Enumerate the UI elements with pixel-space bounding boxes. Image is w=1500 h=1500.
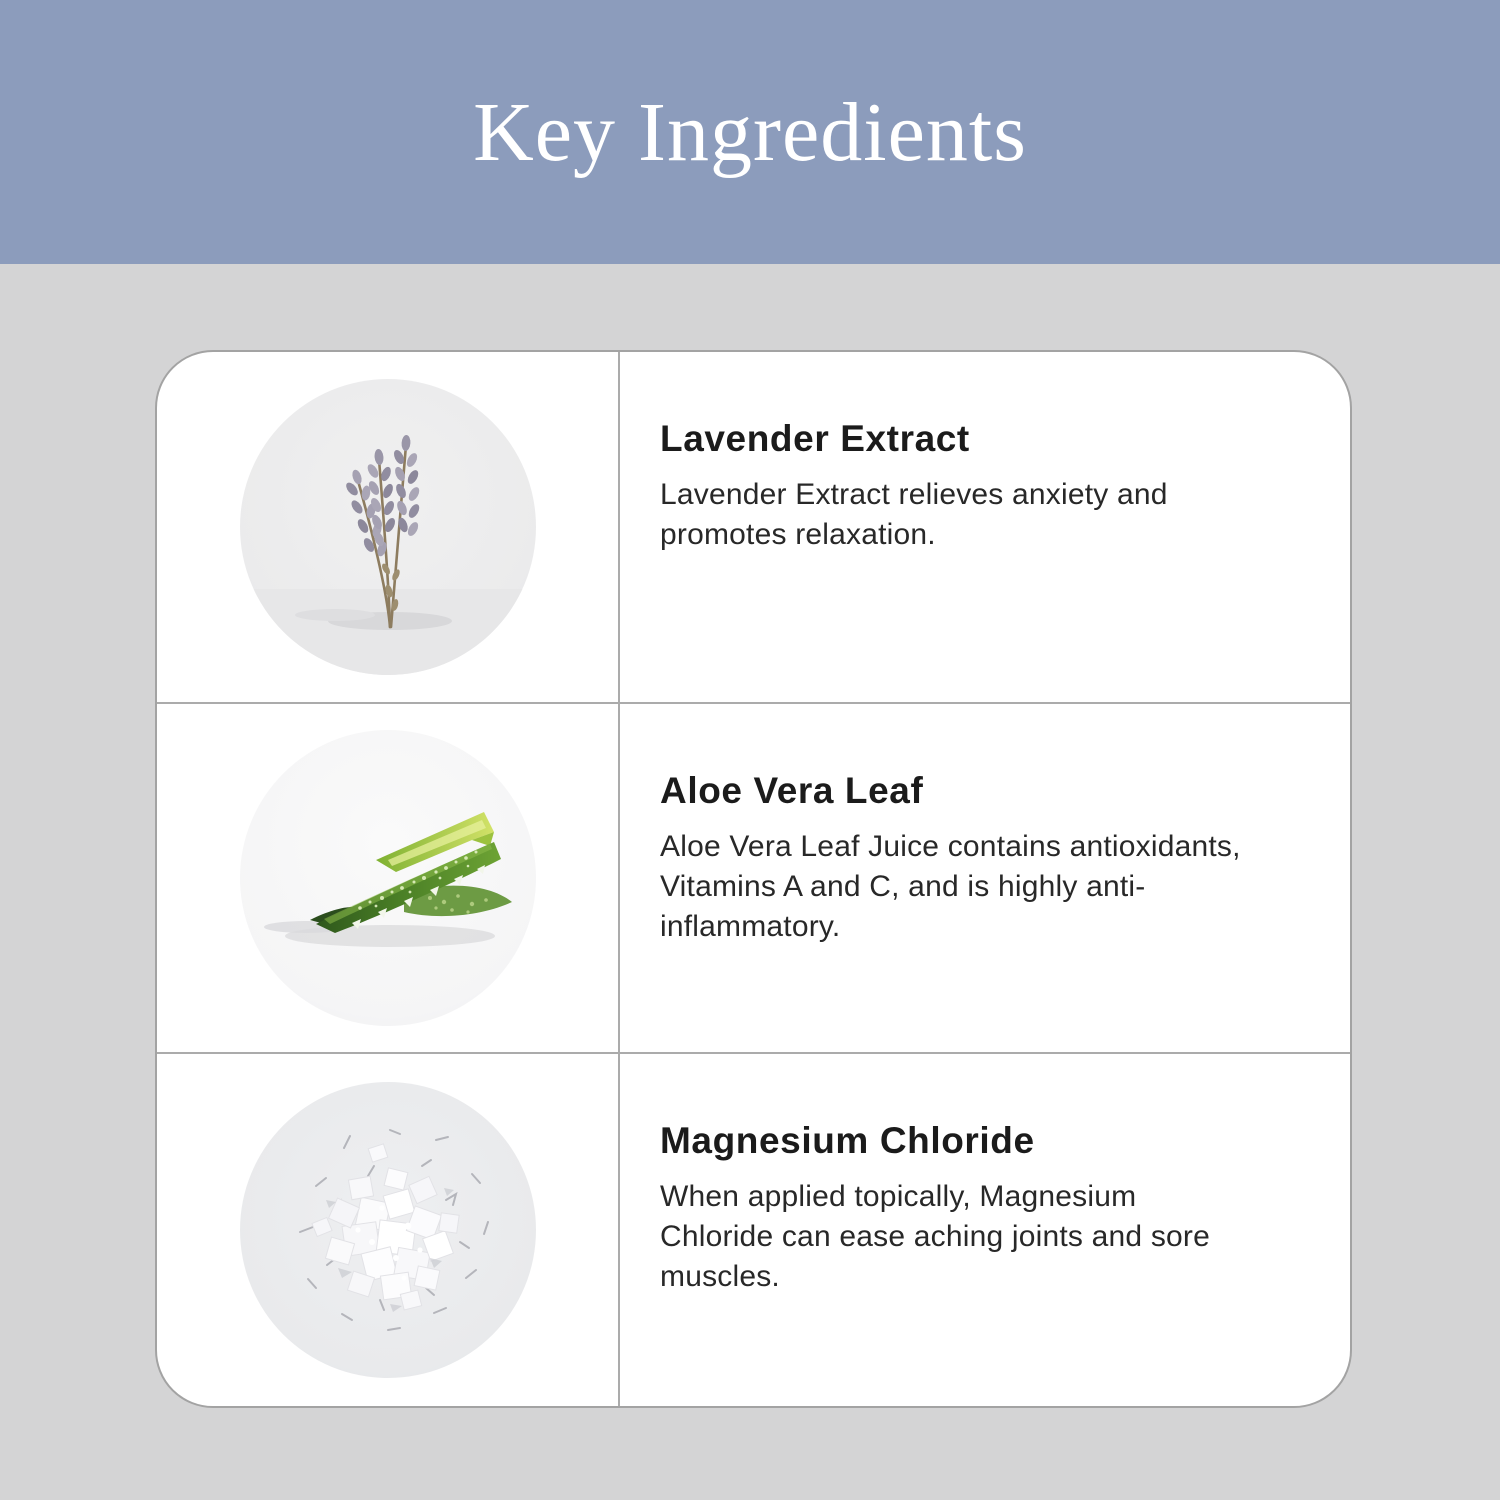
text-cell xyxy=(620,352,1352,702)
ingredient-row-aloe xyxy=(157,704,1350,1054)
magnesium-photo xyxy=(240,1082,536,1378)
ingredient-row-magnesium xyxy=(157,1054,1350,1406)
ingredient-name: Aloe Vera Leaf xyxy=(660,770,924,811)
ingredient-description: When applied topically, Magnesium Chloride can ease aching joints and sore muscles. xyxy=(660,1180,1211,1294)
text-cell xyxy=(620,1054,1352,1406)
photo-cell xyxy=(157,1054,620,1406)
header-band xyxy=(0,0,1500,264)
text-cell xyxy=(620,704,1352,1052)
ingredient-name: Lavender Extract xyxy=(660,418,970,459)
aloe-photo xyxy=(240,730,536,1026)
lavender-photo xyxy=(240,379,536,675)
ingredient-row-lavender xyxy=(157,352,1350,704)
photo-cell xyxy=(157,704,620,1052)
ingredient-description: Aloe Vera Leaf Juice contains antioxidants, Vitamins A and C, and is highly anti-inflammatory. xyxy=(660,830,1241,944)
ingredient-description: Lavender Extract relieves anxiety and promotes relaxation. xyxy=(660,478,1168,552)
ingredient-name: Magnesium Chloride xyxy=(660,1120,1035,1161)
page-title: Key Ingredients xyxy=(473,85,1027,179)
ingredients-card xyxy=(155,350,1352,1408)
photo-cell xyxy=(157,352,620,702)
